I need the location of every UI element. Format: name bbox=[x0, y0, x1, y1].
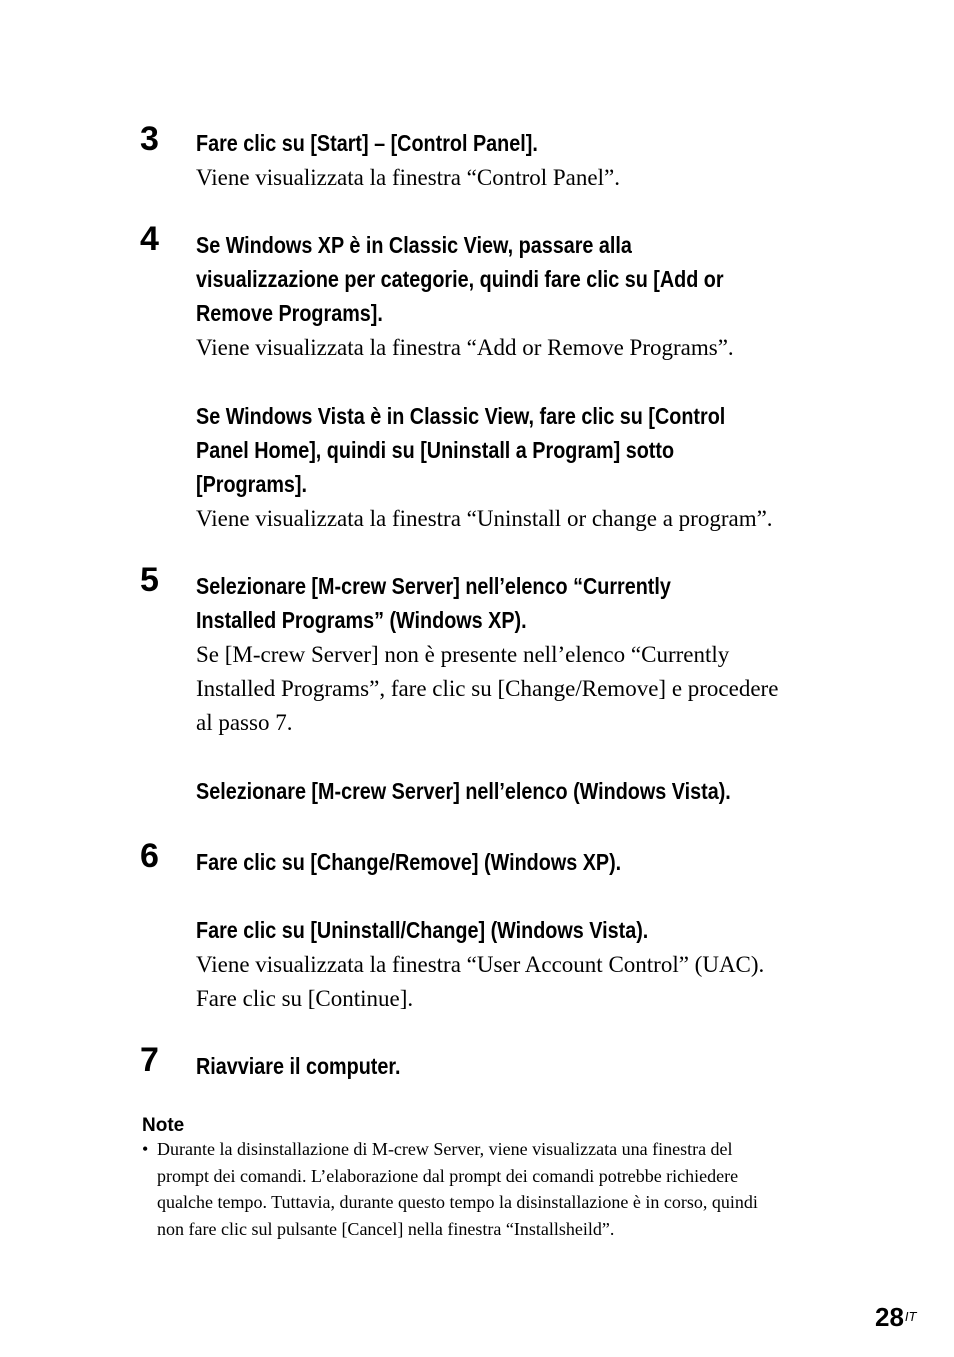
step-5-vista-heading-line: Selezionare [M-crew Server] nell’elenco (Windows Vista). bbox=[196, 778, 731, 804]
step-3-text bbox=[196, 161, 876, 195]
step-number-3: 3 bbox=[140, 120, 159, 158]
step-4-heading bbox=[196, 228, 798, 330]
step-5-vista-heading bbox=[196, 774, 798, 808]
step-3-heading-line: Fare clic su [Start] – [Control Panel]. bbox=[196, 130, 538, 156]
step-5-heading-line: Selezionare [M-crew Server] nell’elenco “Currently bbox=[196, 573, 671, 599]
step-5-heading-line: Installed Programs” (Windows XP). bbox=[196, 607, 527, 633]
step-5-text-line: al passo 7. bbox=[196, 710, 293, 735]
step-4-vista-heading-line: Se Windows Vista è in Classic View, fare clic su [Control bbox=[196, 403, 726, 429]
step-5-heading bbox=[196, 569, 798, 637]
step-4-vista-heading bbox=[196, 399, 798, 501]
step-5-text-line: Installed Programs”, fare clic su [Change/Remove] e procedere bbox=[196, 676, 779, 701]
step-6-heading-line: Fare clic su [Change/Remove] (Windows XP). bbox=[196, 849, 622, 875]
step-6-heading bbox=[196, 845, 798, 879]
step-number-6: 6 bbox=[140, 837, 159, 875]
note-bullet: • bbox=[142, 1139, 149, 1159]
step-4-vista-text-line: Viene visualizzata la finestra “Uninstall or change a program”. bbox=[196, 506, 773, 531]
step-4-vista-heading-line: Panel Home], quindi su [Uninstall a Program] sotto bbox=[196, 437, 675, 463]
note-text bbox=[157, 1136, 872, 1242]
step-5-text bbox=[196, 638, 876, 740]
step-number-7: 7 bbox=[140, 1041, 159, 1079]
note-text-line: Durante la disinstallazione di M-crew Server, viene visualizzata una finestra del bbox=[157, 1139, 733, 1159]
step-4-text bbox=[196, 331, 876, 365]
step-number-5: 5 bbox=[140, 561, 159, 599]
step-4-vista-text bbox=[196, 502, 876, 536]
step-number-4: 4 bbox=[140, 220, 159, 258]
step-4-vista-heading-line: [Programs]. bbox=[196, 471, 308, 497]
page-number-value: 28 bbox=[875, 1302, 904, 1332]
step-6-vista-text-line: Viene visualizzata la finestra “User Account Control” (UAC). bbox=[196, 952, 765, 977]
step-6-vista-heading bbox=[196, 913, 798, 947]
note-text-line: qualche tempo. Tuttavia, durante questo tempo la disinstallazione è in corso, quindi bbox=[157, 1192, 758, 1212]
step-7-heading-line: Riavviare il computer. bbox=[196, 1053, 401, 1079]
step-3-text-line: Viene visualizzata la finestra “Control Panel”. bbox=[196, 165, 620, 190]
page-language-suffix: IT bbox=[904, 1309, 917, 1324]
step-5-text-line: Se [M-crew Server] non è presente nell’elenco “Currently bbox=[196, 642, 730, 667]
step-4-heading-line: Se Windows XP è in Classic View, passare alla bbox=[196, 232, 632, 258]
page-number bbox=[875, 1302, 916, 1332]
step-7-heading bbox=[196, 1049, 798, 1083]
step-4-text-line: Viene visualizzata la finestra “Add or Remove Programs”. bbox=[196, 335, 734, 360]
step-4-heading-line: visualizzazione per categorie, quindi fare clic su [Add or bbox=[196, 266, 724, 292]
step-6-vista-text bbox=[196, 948, 876, 1016]
step-6-vista-text-line: Fare clic su [Continue]. bbox=[196, 986, 414, 1011]
note-text-line: non fare clic sul pulsante [Cancel] nella finestra “Installsheild”. bbox=[157, 1218, 615, 1239]
note-title: Note bbox=[142, 1115, 185, 1136]
step-6-vista-heading-line: Fare clic su [Uninstall/Change] (Windows Vista). bbox=[196, 917, 649, 943]
step-4-heading-line: Remove Programs]. bbox=[196, 300, 383, 326]
note-text-line: prompt dei comandi. L’elaborazione dal prompt dei comandi potrebbe richiedere bbox=[157, 1165, 739, 1186]
step-3-heading bbox=[196, 126, 798, 160]
